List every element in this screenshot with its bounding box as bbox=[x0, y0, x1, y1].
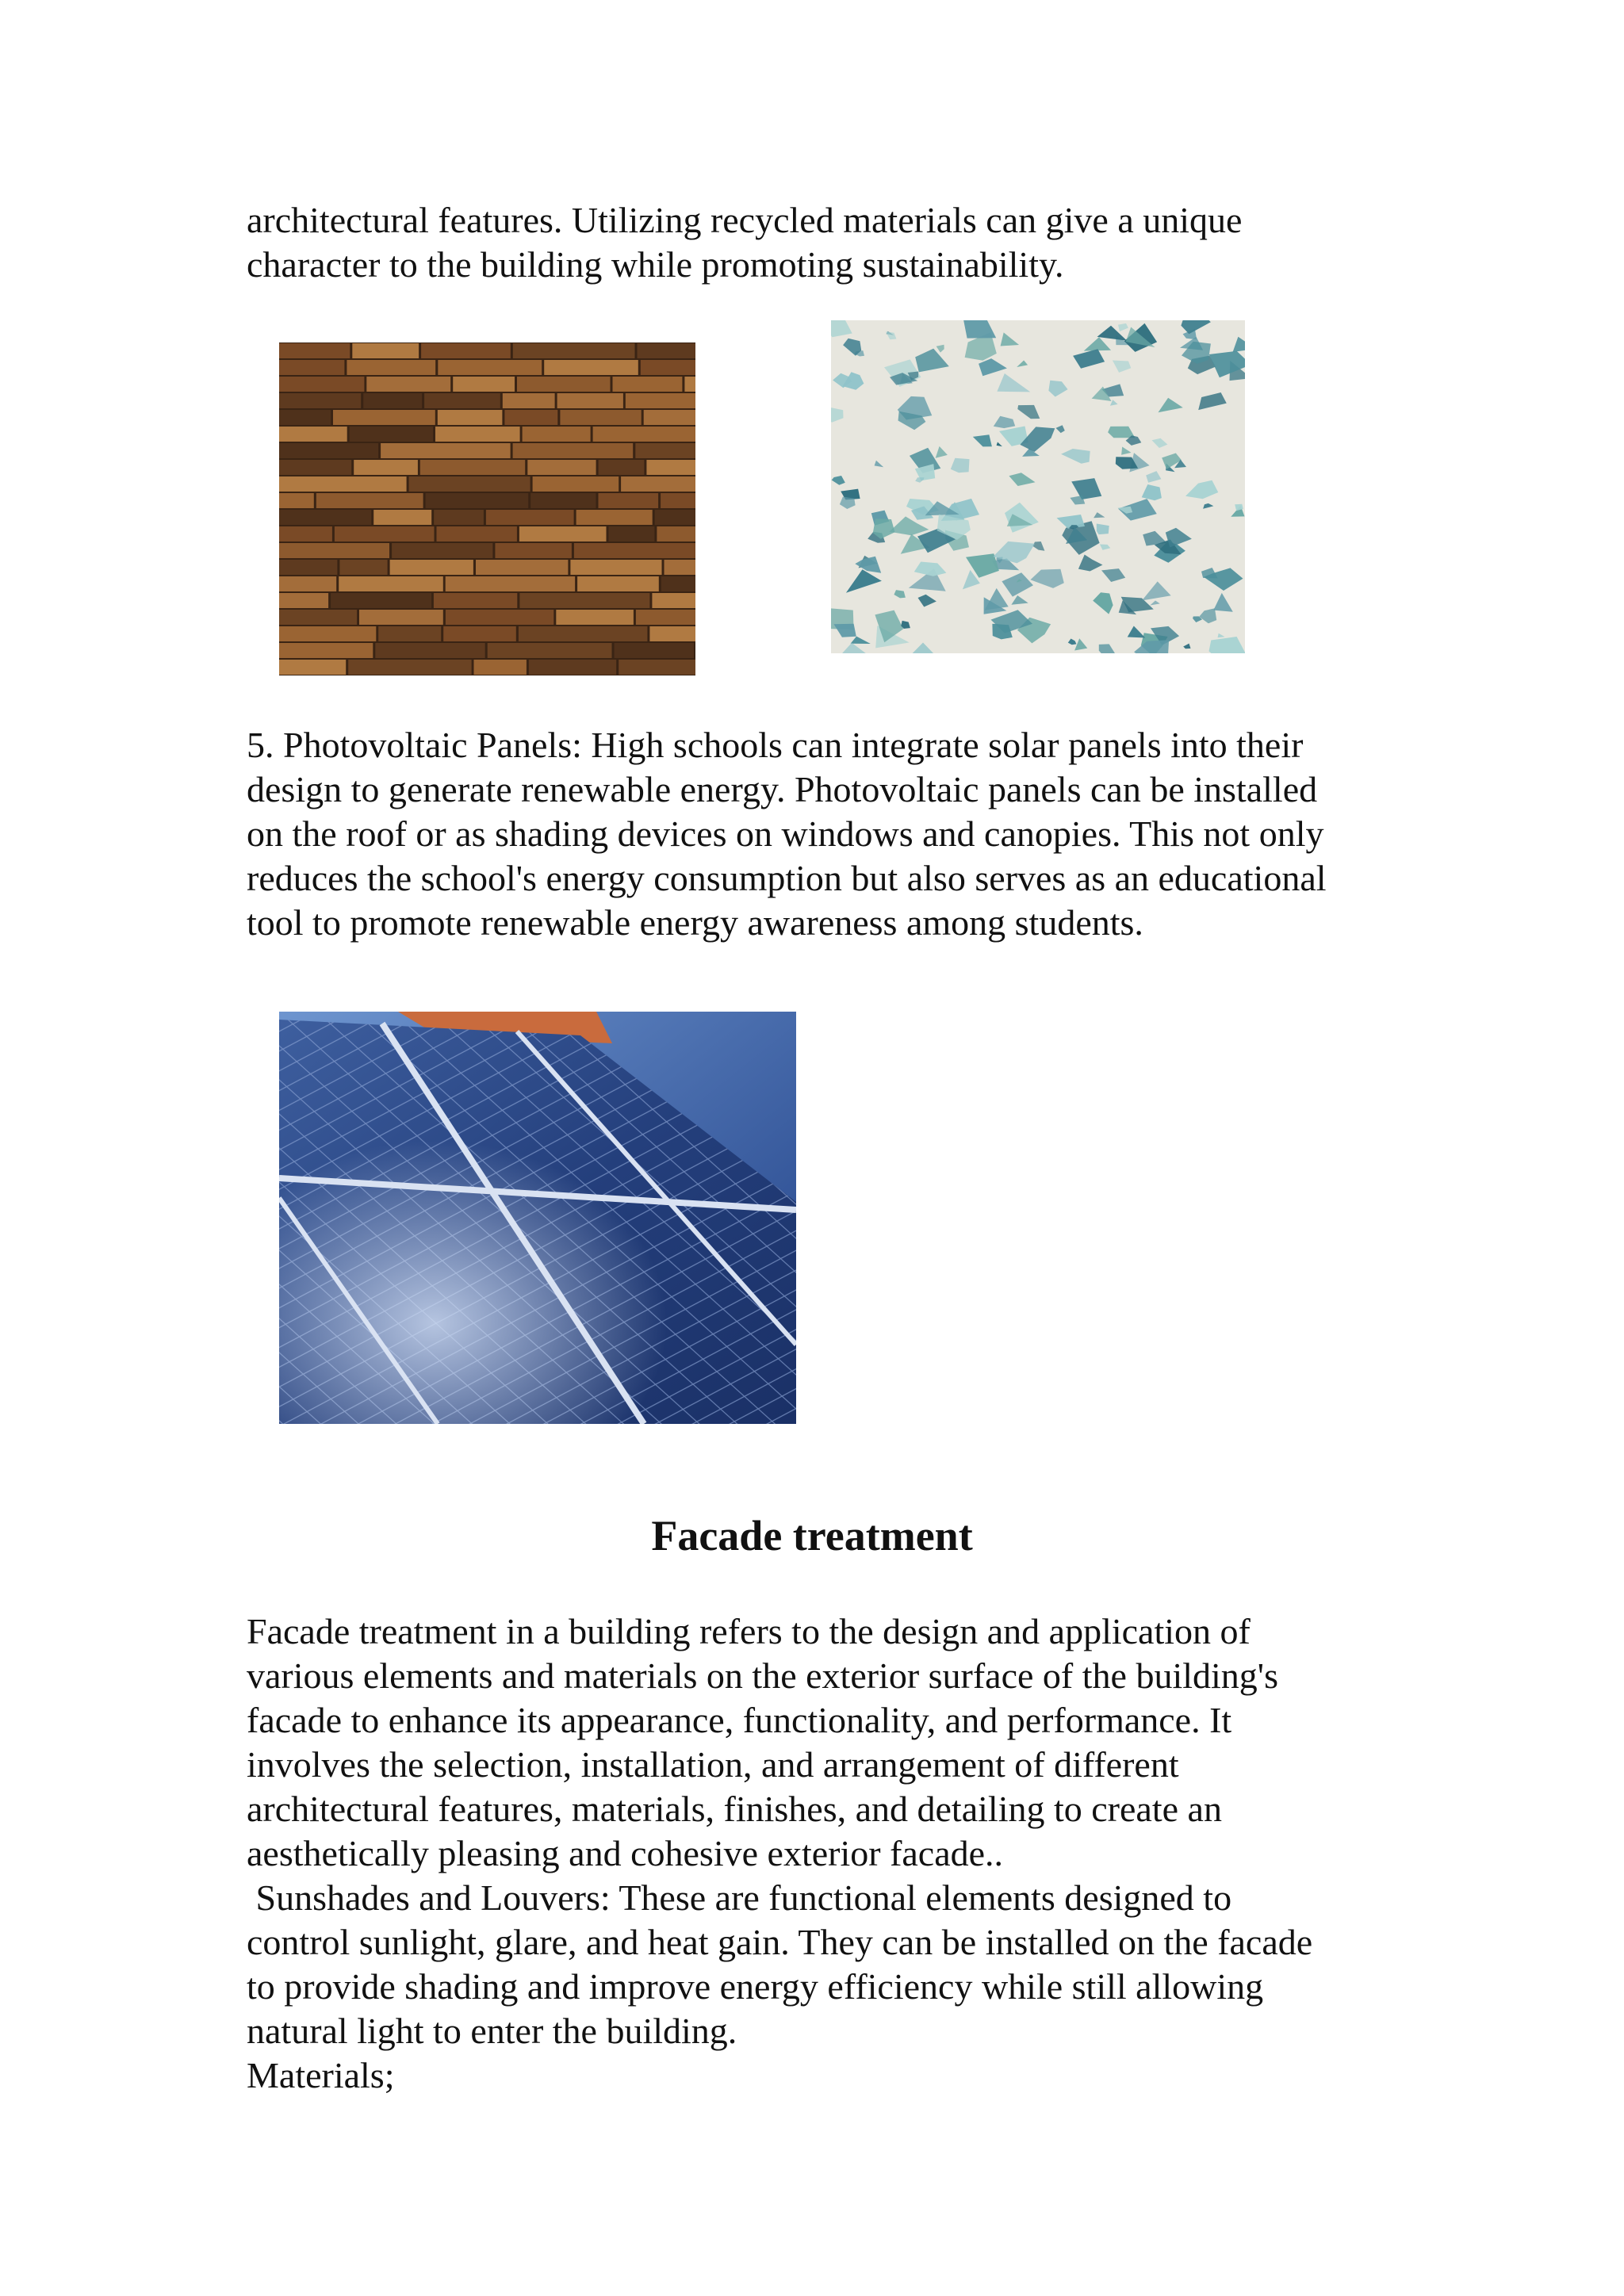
text-line: architectural features, materials, finishes, and detailing to create an bbox=[247, 1789, 1222, 1829]
solar-panel-image bbox=[279, 1012, 796, 1424]
text-line: natural light to enter the building. bbox=[247, 2011, 737, 2051]
text-line: tool to promote renewable energy awareness among students. bbox=[247, 902, 1143, 943]
text-line: architectural features. Utilizing recycled materials can give a unique bbox=[247, 200, 1243, 240]
text-line: control sunlight, glare, and heat gain. They can be installed on the facade bbox=[247, 1922, 1313, 1962]
text-line: on the roof or as shading devices on windows and canopies. This not only bbox=[247, 813, 1324, 854]
text-line: character to the building while promoting sustainability. bbox=[247, 244, 1064, 285]
text-line: reduces the school's energy consumption but also serves as an educational bbox=[247, 858, 1327, 898]
text-line: to provide shading and improve energy efficiency while still allowing bbox=[247, 1966, 1264, 2007]
facade-paragraph bbox=[247, 1609, 1404, 2098]
intro-paragraph bbox=[247, 198, 1404, 287]
reclaimed-wood-wall-image bbox=[279, 342, 695, 675]
text-line: 5. Photovoltaic Panels: High schools can integrate solar panels into their bbox=[247, 725, 1304, 765]
recycled-glass-terrazzo-image bbox=[831, 320, 1245, 653]
text-line: design to generate renewable energy. Photovoltaic panels can be installed bbox=[247, 769, 1318, 809]
text-line: involves the selection, installation, and arrangement of different bbox=[247, 1744, 1179, 1785]
text-line: aesthetically pleasing and cohesive exterior facade.. bbox=[247, 1833, 1004, 1873]
text-line: Sunshades and Louvers: These are functional elements designed to bbox=[247, 1877, 1232, 1918]
text-line: Facade treatment in a building refers to the design and application of bbox=[247, 1611, 1251, 1651]
text-line: various elements and materials on the exterior surface of the building's bbox=[247, 1655, 1278, 1696]
section-heading: Facade treatment bbox=[651, 1512, 973, 1559]
photovoltaic-paragraph bbox=[247, 723, 1404, 945]
text-line: facade to enhance its appearance, functionality, and performance. It bbox=[247, 1700, 1232, 1740]
text-line: Materials; bbox=[247, 2055, 395, 2095]
